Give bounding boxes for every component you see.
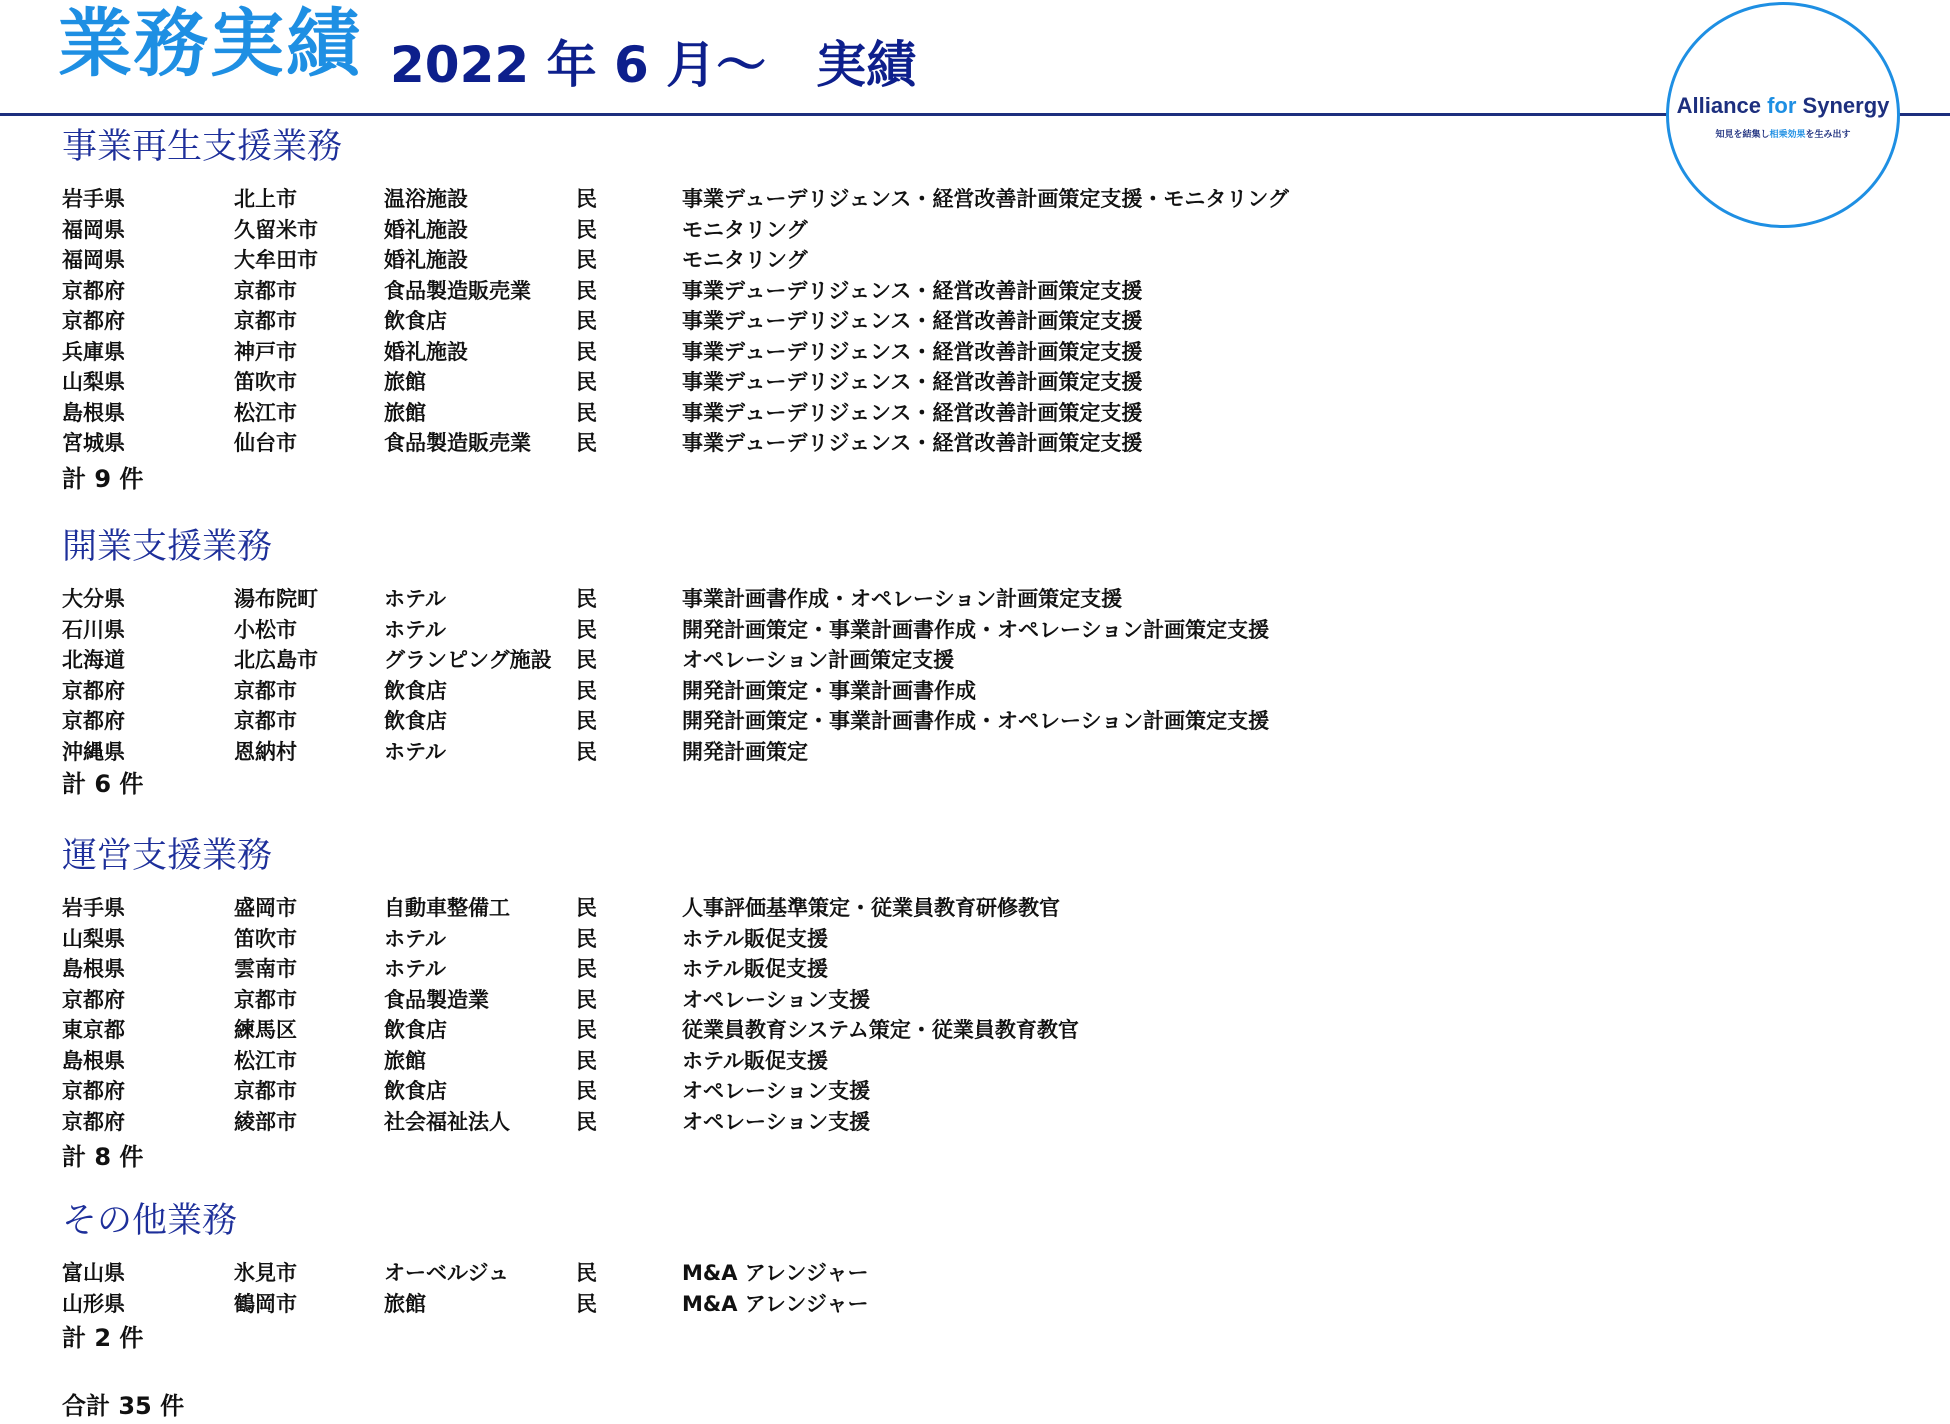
industry-cell: 飲食店 [384,309,447,333]
sector-cell: 民 [576,1261,597,1285]
service-cell: 事業デューデリジェンス・経営改善計画策定支援 [682,370,1143,394]
record-list [0,184,1650,459]
service-cell: 事業計画書作成・オペレーション計画策定支援 [682,587,1123,611]
section-title: 開業支援業務 [62,527,273,567]
record-row [0,428,1650,459]
industry-cell: 旅館 [384,370,426,394]
industry-cell: 食品製造業 [384,987,489,1012]
sector-cell: 民 [576,248,597,272]
prefecture-cell: 岩手県 [62,187,125,211]
prefecture-cell: 京都府 [62,709,125,733]
industry-cell: 食品製造販売業 [384,431,531,455]
prefecture-cell: 京都府 [62,1109,125,1134]
city-cell: 綾部市 [234,1109,297,1134]
industry-cell: 旅館 [384,400,426,425]
service-cell: 事業デューデリジェンス・経営改善計画策定支援 [682,400,1143,425]
service-cell: オペレーション支援 [682,987,871,1012]
prefecture-cell: 山梨県 [62,926,125,951]
sector-cell: 民 [576,370,597,394]
industry-cell: 食品製造販売業 [384,278,531,303]
industry-cell: 飲食店 [384,1018,447,1042]
sector-cell: 民 [576,896,597,920]
service-cell: モニタリング [682,248,808,272]
prefecture-cell: 京都府 [62,1079,125,1103]
sector-cell: 民 [576,957,597,981]
record-row [0,584,1650,615]
record-row [0,954,1650,985]
prefecture-cell: 沖縄県 [62,739,125,764]
service-cell: M&A アレンジャー [682,1291,869,1316]
prefecture-cell: 京都府 [62,678,125,703]
prefecture-cell: 山梨県 [62,370,125,394]
sector-cell: 民 [576,678,597,703]
record-row [0,1107,1650,1138]
sector-cell: 民 [576,1048,597,1073]
industry-cell: ホテル [384,926,446,951]
section-title: 事業再生支援業務 [62,127,343,167]
industry-cell: 婚礼施設 [384,248,468,272]
grand-total: 合計 35 件 [62,1392,185,1420]
city-cell: 京都市 [234,278,297,303]
prefecture-cell: 宮城県 [62,431,125,455]
logo-text-accent: for [1767,93,1797,118]
industry-cell: 温浴施設 [384,187,468,211]
industry-cell: ホテル [384,957,446,981]
section-title: 運営支援業務 [62,836,273,876]
city-cell: 大牟田市 [234,248,318,272]
prefecture-cell: 富山県 [62,1261,125,1285]
city-cell: 京都市 [234,1079,297,1103]
record-row [0,737,1650,768]
record-list [0,1258,1650,1319]
city-cell: 京都市 [234,678,297,703]
page-subtitle: 2022 年 6 月～ 実績 [390,36,917,94]
service-cell: オペレーション支援 [682,1109,871,1134]
record-row [0,306,1650,337]
prefecture-cell: 島根県 [62,400,125,425]
record-row [0,985,1650,1016]
record-row [0,1015,1650,1046]
record-row [0,615,1650,646]
sector-cell: 民 [576,739,597,764]
record-list [0,893,1650,1137]
record-list [0,584,1650,767]
sector-cell: 民 [576,309,597,333]
record-row [0,676,1650,707]
page-header [0,0,1950,118]
logo-text-part1: Alliance [1676,93,1768,118]
record-row [0,215,1650,246]
sector-cell: 民 [576,1018,597,1042]
city-cell: 湯布院町 [234,587,318,611]
section-count: 計 2 件 [62,1324,144,1352]
city-cell: 雲南市 [234,957,297,981]
prefecture-cell: 岩手県 [62,896,125,920]
service-cell: 開発計画策定・事業計画書作成・オペレーション計画策定支援 [682,617,1270,642]
city-cell: 練馬区 [234,1018,297,1042]
section-title: その他業務 [62,1201,238,1241]
industry-cell: 自動車整備工 [384,896,510,920]
record-row [0,367,1650,398]
logo-tagline-part1: 知見を結集し [1715,130,1770,140]
city-cell: 北上市 [234,187,297,211]
city-cell: 松江市 [234,1048,297,1073]
city-cell: 鶴岡市 [234,1291,297,1316]
alliance-for-synergy-logo [1666,2,1900,228]
logo-text-part2: Synergy [1796,93,1890,118]
prefecture-cell: 大分県 [62,587,125,611]
sector-cell: 民 [576,339,597,364]
service-cell: オペレーション支援 [682,1079,871,1103]
record-row [0,276,1650,307]
sector-cell: 民 [576,709,597,733]
service-cell: 開発計画策定 [682,739,808,764]
service-cell: ホテル販促支援 [682,926,828,951]
city-cell: 京都市 [234,309,297,333]
city-cell: 笛吹市 [234,370,297,394]
record-row [0,1046,1650,1077]
service-cell: オペレーション計画策定支援 [682,648,955,672]
logo-text [1669,93,1897,119]
industry-cell: 飲食店 [384,1079,447,1103]
industry-cell: ホテル [384,739,446,764]
record-row [0,1289,1650,1320]
sector-cell: 民 [576,187,597,211]
section-count: 計 8 件 [62,1143,144,1171]
record-row [0,245,1650,276]
city-cell: 松江市 [234,400,297,425]
record-row [0,1258,1650,1289]
service-cell: 事業デューデリジェンス・経営改善計画策定支援 [682,339,1143,364]
service-cell: ホテル販促支援 [682,957,828,981]
sector-cell: 民 [576,648,597,672]
industry-cell: 社会福祉法人 [384,1109,510,1134]
service-cell: 事業デューデリジェンス・経営改善計画策定支援 [682,431,1143,455]
section-count: 計 9 件 [62,465,144,493]
prefecture-cell: 東京都 [62,1018,125,1042]
prefecture-cell: 島根県 [62,1048,125,1073]
industry-cell: オーベルジュ [384,1261,510,1285]
sector-cell: 民 [576,926,597,951]
prefecture-cell: 京都府 [62,987,125,1012]
industry-cell: ホテル [384,587,446,611]
record-row [0,398,1650,429]
prefecture-cell: 福岡県 [62,217,125,242]
service-cell: 人事評価基準策定・従業員教育研修教官 [682,896,1060,920]
service-cell: 事業デューデリジェンス・経営改善計画策定支援 [682,309,1143,333]
prefecture-cell: 福岡県 [62,248,125,272]
service-cell: 事業デューデリジェンス・経営改善計画策定支援・モニタリング [682,187,1289,211]
record-row [0,1076,1650,1107]
service-cell: 開発計画策定・事業計画書作成・オペレーション計画策定支援 [682,709,1270,733]
prefecture-cell: 山形県 [62,1291,125,1316]
industry-cell: 旅館 [384,1291,426,1316]
sector-cell: 民 [576,1291,597,1316]
prefecture-cell: 兵庫県 [62,339,125,364]
sector-cell: 民 [576,1079,597,1103]
city-cell: 盛岡市 [234,896,297,920]
sector-cell: 民 [576,431,597,455]
city-cell: 神戸市 [234,339,297,364]
industry-cell: 飲食店 [384,678,447,703]
sector-cell: 民 [576,217,597,242]
prefecture-cell: 石川県 [62,617,125,642]
header-divider [0,113,1950,116]
city-cell: 笛吹市 [234,926,297,951]
industry-cell: 旅館 [384,1048,426,1073]
record-row [0,645,1650,676]
service-cell: M&A アレンジャー [682,1261,869,1285]
record-row [0,706,1650,737]
city-cell: 久留米市 [234,217,318,242]
industry-cell: ホテル [384,617,446,642]
sector-cell: 民 [576,400,597,425]
page-title: 業務実績 [58,1,362,87]
industry-cell: 婚礼施設 [384,339,468,364]
industry-cell: 飲食店 [384,709,447,733]
service-cell: 従業員教育システム策定・従業員教育教官 [682,1018,1079,1042]
service-cell: モニタリング [682,217,808,242]
city-cell: 京都市 [234,987,297,1012]
logo-tagline-accent: 相乗効果 [1769,130,1806,140]
sector-cell: 民 [576,987,597,1012]
sector-cell: 民 [576,1109,597,1134]
sector-cell: 民 [576,278,597,303]
record-row [0,184,1650,215]
prefecture-cell: 北海道 [62,648,125,672]
city-cell: 恩納村 [234,739,297,764]
industry-cell: 婚礼施設 [384,217,468,242]
city-cell: 仙台市 [234,431,297,455]
city-cell: 小松市 [234,617,297,642]
logo-tagline [1669,127,1897,140]
record-row [0,337,1650,368]
record-row [0,924,1650,955]
sector-cell: 民 [576,617,597,642]
industry-cell: グランピング施設 [384,648,552,672]
service-cell: 開発計画策定・事業計画書作成 [682,678,976,703]
section-count: 計 6 件 [62,770,144,798]
sector-cell: 民 [576,587,597,611]
logo-tagline-part2: を生み出す [1805,130,1851,140]
city-cell: 京都市 [234,709,297,733]
record-row [0,893,1650,924]
service-cell: 事業デューデリジェンス・経営改善計画策定支援 [682,278,1143,303]
service-cell: ホテル販促支援 [682,1048,828,1073]
prefecture-cell: 京都府 [62,278,125,303]
prefecture-cell: 島根県 [62,957,125,981]
city-cell: 氷見市 [234,1261,297,1285]
prefecture-cell: 京都府 [62,309,125,333]
city-cell: 北広島市 [234,648,318,672]
